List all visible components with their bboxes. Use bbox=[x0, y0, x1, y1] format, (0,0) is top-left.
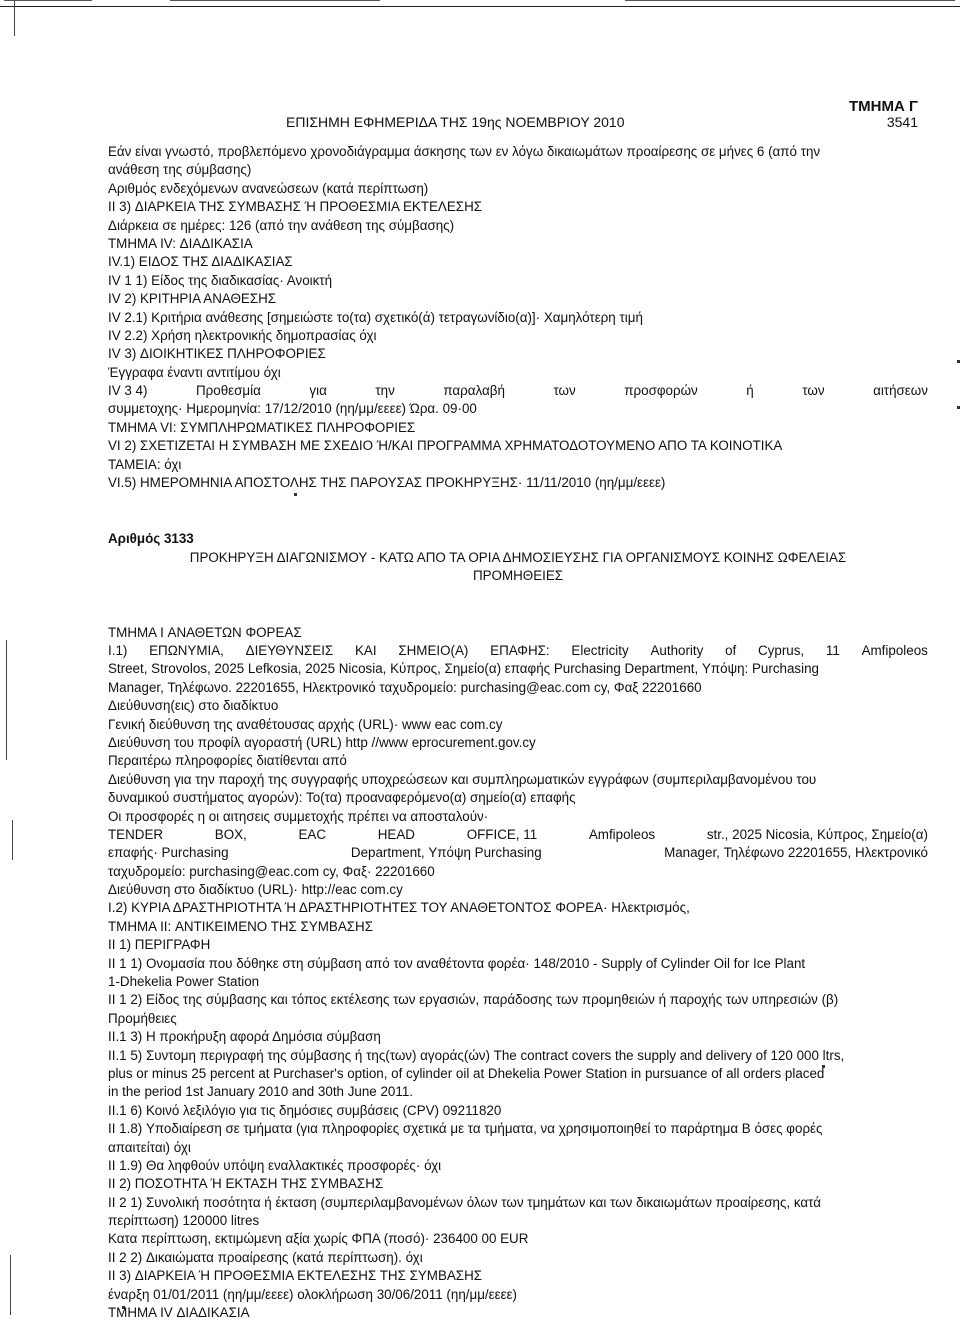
word: OFFICE, 11 bbox=[466, 826, 538, 842]
word: Amfipoleos bbox=[588, 826, 656, 842]
word: παραλαβή bbox=[443, 383, 505, 399]
word: I.1) bbox=[108, 642, 128, 658]
notice-title: ΠΡΟΚΗΡΥΞΗ ΔΙΑΓΩΝΙΣΜΟΥ - ΚΑΤΩ ΑΠΟ ΤΑ ΟΡΙΑ ΔΗΜΟΣΙΕΥΣΗΣ ΓΙΑ ΟΡΓΑΝΙΣΜΟΥΣ ΚΟΙΝΗΣ ΩΦΕΛΕΙΑΣ bbox=[189, 549, 847, 565]
top-rule bbox=[0, 6, 960, 7]
notice-number: Αριθμός 3133 bbox=[108, 531, 194, 547]
text-line: Διεύθυνση του προφίλ αγοραστή (URL) http //www eprocurement.gov.cy bbox=[108, 734, 536, 750]
text-block bbox=[108, 143, 928, 382]
scan-mark bbox=[14, 0, 15, 36]
word: επαφής· Purchasing bbox=[108, 845, 229, 861]
text-line: II.1 6) Κοινό λεξιλόγιο για τις δημόσιες συμβάσεις (CPV) 09211820 bbox=[108, 1102, 502, 1118]
word: ΕΠΩΝΥΜΙΑ, bbox=[149, 642, 224, 658]
text-line: VI.5) ΗΜΕΡΟΜΗΝΙΑ ΑΠΟΣΤΟΛΗΣ ΤΗΣ ΠΑΡΟΥΣΑΣ ΠΡΟΚΗΡΥΞΗΣ· 11/11/2010 (ηη/μμ/εεεε) bbox=[108, 475, 666, 491]
text-block bbox=[108, 863, 928, 1323]
text-line: Έγγραφα έναντι αντιτίμου όχι bbox=[108, 364, 281, 380]
text-line: Οι προσφορές η οι αιτησεις συμμετοχής πρέπει να αποσταλούν· bbox=[108, 808, 489, 824]
text-line: II 2 1) Συνολική ποσότητα ή έκταση (συμπεριλαμβανομένων όλων των τμημάτων και των δικαιωμάτων προαίρεσης, κατά bbox=[108, 1194, 821, 1210]
gazette-title: ΕΠΙΣΗΜΗ ΕΦΗΜΕΡΙΔΑ ΤΗΣ 19ης ΝΟΕΜΒΡΙΟΥ 2010 bbox=[286, 114, 625, 130]
page-header bbox=[0, 98, 960, 138]
spacer bbox=[108, 492, 928, 530]
text-line: II 3) ΔΙΑΡΚΕΙΑ Ή ΠΡΟΘΕΣΜΙΑ ΕΚΤΕΛΕΣΗΣ ΤΗΣ ΣΥΜΒΑΣΗΣ bbox=[108, 1268, 483, 1284]
text-line: IV 2) ΚΡΙΤΗΡΙΑ ΑΝΑΘΕΣΗΣ bbox=[108, 291, 277, 307]
word: Cyprus, bbox=[758, 642, 805, 658]
justified-line bbox=[108, 642, 928, 660]
word: αιτήσεων bbox=[873, 383, 928, 399]
text-line: ΤΜΗΜΑ IV ΔΙΑΔΙΚΑΣΙΑ bbox=[108, 1305, 250, 1321]
justified-line bbox=[108, 844, 928, 862]
text-line: II 1 2) Είδος της σύμβασης και τόπος εκτέλεσης των εργασιών, παράδοσης των προμηθειών ή παροχής των υπηρεσιών (β) bbox=[108, 992, 839, 1008]
text-line: έναρξη 01/01/2011 (ηη/μμ/εεεε) ολοκλήρωση 30/06/2011 (ηη/μμ/εεεε) bbox=[108, 1286, 517, 1302]
text-line: IV.1) ΕΙΔΟΣ ΤΗΣ ΔΙΑΔΙΚΑΣΙΑΣ bbox=[108, 254, 293, 270]
page-number: 3541 bbox=[886, 114, 918, 130]
text-line: II 3) ΔΙΑΡΚΕΙΑ ΤΗΣ ΣΥΜΒΑΣΗΣ Ή ΠΡΟΘΕΣΜΙΑ ΕΚΤΕΛΕΣΗΣ bbox=[108, 199, 483, 215]
word: ΣΗΜΕΙΟ(Α) bbox=[398, 642, 469, 658]
justified-line bbox=[108, 826, 928, 844]
scan-mark bbox=[4, 0, 92, 5]
text-line: Περαιτέρω πληροφορίες διατίθενται από bbox=[108, 753, 347, 769]
word: Amfipoleos bbox=[861, 642, 928, 658]
scan-mark bbox=[625, 0, 955, 5]
text-line: συμμετοχης· Ημερομηνία: 17/12/2010 (ηη/μμ/εεεε) Ώρα. 09·00 bbox=[108, 401, 477, 417]
word: ή bbox=[746, 383, 754, 399]
text-line: Γενική διεύθυνση της αναθέτουσας αρχής (URL)· www eac com.cy bbox=[108, 716, 503, 732]
section-label: ΤΜΗΜΑ Γ bbox=[848, 98, 918, 115]
text-line: VI 2) ΣΧΕΤΙΖΕΤΑΙ Η ΣΥΜΒΑΣΗ ΜΕ ΣΧΕΔΙΟ Ή/ΚΑΙ ΠΡΟΓΡΑΜΜΑ ΧΡΗΜΑΤΟΔΟΤΟΥΜΕΝΟ ΑΠΟ ΤΑ ΚΟΙΝΟΤΙΚΑ bbox=[108, 438, 783, 454]
text-line: Διεύθυνση(εις) στο διαδίκτυο bbox=[108, 698, 279, 714]
scan-mark bbox=[170, 0, 380, 5]
scan-mark bbox=[10, 1255, 11, 1315]
word: ΕΠΑΦΗΣ: bbox=[490, 642, 550, 658]
text-line: Manager, Τηλέφωνο. 22201655, Ηλεκτρονικό ταχυδρομείο: purchasing@eac.com cy, Φαξ 22201660 bbox=[108, 679, 702, 695]
text-line: ΤΜΗΜΑ VI: ΣΥΜΠΛΗΡΩΜΑΤΙΚΕΣ ΠΛΗΡΟΦΟΡΙΕΣ bbox=[108, 419, 416, 435]
word: Authority bbox=[650, 642, 704, 658]
scan-mark bbox=[6, 640, 7, 760]
spacer bbox=[108, 586, 928, 624]
text-line: Κατα περίπτωση, εκτιμώμενη αξία χωρίς ΦΠΑ (ποσό)· 236400 00 EUR bbox=[108, 1231, 529, 1247]
word: 11 bbox=[825, 642, 840, 658]
text-line: II 1.9) Θα ληφθούν υπόψη εναλλακτικές προσφορές· όχι bbox=[108, 1157, 442, 1173]
text-line: Εάν είναι γνωστό, προβλεπόμενο χρονοδιάγραμμα άσκησης των εν λόγω δικαιωμάτων προαίρεσης σε μήνες 6 (από την bbox=[108, 144, 821, 159]
text-line: II 1.8) Υποδιαίρεση σε τμήματα (για πληροφορίες σχετικά με τα τμήματα, να χρησιμοποιηθεί το παράρτημα Β όσες φορές bbox=[108, 1121, 823, 1137]
text-line: Διεύθυνση στο διαδίκτυο (URL)· http://eac com.cy bbox=[108, 882, 403, 898]
text-line: ΤΜΗΜΑ IV: ΔΙΑΔΙΚΑΣΙΑ bbox=[108, 235, 253, 251]
word: των bbox=[553, 383, 576, 399]
justified-line bbox=[108, 382, 928, 400]
text-line: in the period 1st January 2010 and 30th June 2011. bbox=[108, 1084, 413, 1100]
word: Manager, Τηλέφωνο 22201655, Ηλεκτρονικό bbox=[664, 845, 928, 861]
text-line: ταχυδρομείο: purchasing@eac.com cy, Φαξ· 22201660 bbox=[108, 863, 435, 879]
word: Department, Υπόψη Purchasing bbox=[350, 845, 542, 861]
text-line: ΤΑΜΕΙΑ: όχι bbox=[108, 456, 182, 472]
text-line: IV 2.2) Χρήση ηλεκτρονικής δημοπρασίας όχι bbox=[108, 327, 377, 343]
word: BOX, bbox=[214, 826, 247, 842]
word: προσφορών bbox=[624, 383, 698, 399]
text-line: 1-Dhekelia Power Station bbox=[108, 974, 260, 990]
word: των bbox=[802, 383, 825, 399]
word: IV 3 4) bbox=[108, 383, 148, 399]
document-body bbox=[108, 143, 928, 1322]
text-line: περίπτωση) 120000 litres bbox=[108, 1213, 260, 1229]
text-line: Street, Strovolos, 2025 Lefkosia, 2025 Nicosia, Κύπρος, Σημείο(α) επαφής Purchasing Department, Υπόψη: Purchasing bbox=[108, 661, 819, 677]
text-line: Προμήθειες bbox=[108, 1010, 177, 1026]
text-line: II 2 2) Δικαιώματα προαίρεσης (κατά περίπτωση). όχι bbox=[108, 1249, 423, 1265]
text-line: I.2) ΚΥΡΙΑ ΔΡΑΣΤΗΡΙΟΤΗΤΑ Ή ΔΡΑΣΤΗΡΙΟΤΗΤΕΣ ΤΟΥ ΑΝΑΘΕΤΟΝΤΟΣ ΦΟΡΕΑ· Ηλεκτρισμός, bbox=[108, 900, 690, 916]
text-line: IV 3) ΔΙΟΙΚΗΤΙΚΕΣ ΠΛΗΡΟΦΟΡΙΕΣ bbox=[108, 346, 326, 362]
word: EAC bbox=[298, 826, 327, 842]
text-line: II 1) ΠΕΡΙΓΡΑΦΗ bbox=[108, 937, 211, 953]
text-line: Αριθμός ενδεχόμενων ανανεώσεων (κατά περίπτωση) bbox=[108, 180, 429, 196]
word: Electricity bbox=[571, 642, 629, 658]
text-line: II.1 5) Συντομη περιγραφή της σύμβασης ή της(των) αγοράς(ών) The contract covers the supply and delivery of 120 000 ltrs, bbox=[108, 1047, 845, 1063]
text-block bbox=[108, 400, 928, 492]
text-block bbox=[108, 660, 928, 826]
section-heading: ΤΜΗΜΑ I ΑΝΑΘΕΤΩΝ ΦΟΡΕΑΣ bbox=[108, 624, 302, 640]
word: HEAD bbox=[377, 826, 415, 842]
text-line: ΤΜΗΜΑ II: ΑΝΤΙΚΕΙΜΕΝΟ ΤΗΣ ΣΥΜΒΑΣΗΣ bbox=[108, 918, 373, 934]
text-line: απαιτείται) όχι bbox=[108, 1139, 191, 1155]
word: TENDER bbox=[108, 826, 164, 842]
text-line: IV 1 1) Είδος της διαδικασίας· Ανοικτή bbox=[108, 272, 333, 288]
text-line: IV 2.1) Κριτήρια ανάθεσης [σημειώστε το(τα) σχετικό(ά) τετραγωνίδιο(α)]· Χαμηλότερη τιμή bbox=[108, 309, 643, 325]
word: Προθεσμία bbox=[196, 383, 261, 399]
word: ΔΙΕΥΘΥΝΣΕΙΣ bbox=[245, 642, 334, 658]
word: str., 2025 Nicosia, Κύπρος, Σημείο(α) bbox=[706, 826, 928, 842]
text-line: Διάρκεια σε ημέρες: 126 (από την ανάθεση της σύμβασης) bbox=[108, 217, 455, 233]
text-line: II 1 1) Ονομασία που δόθηκε στη σύμβαση από τον αναθέτοντα φορέα· 148/2010 - Supply of Cylinder Oil for Ice Plant bbox=[108, 955, 806, 971]
word: of bbox=[725, 642, 737, 658]
notice-title: ΠΡΟΜΗΘΕΙΕΣ bbox=[472, 568, 564, 584]
text-line: Διεύθυνση για την παροχή της συγγραφής υποχρεώσεων και συμπληρωματικών εγγράφων (συμπεριλαμβανομένου του bbox=[108, 771, 817, 787]
text-line: δυναμικού συστήματος αγορών): Το(τα) προαναφερόμενο(α) σημείο(α) επαφής bbox=[108, 790, 576, 806]
text-line: ανάθεση της σύμβασης) bbox=[108, 162, 252, 178]
word: για bbox=[309, 383, 327, 399]
text-line: plus or minus 25 percent at Purchaser's option, of cylinder oil at Dhekelia Power Station in pursuance of all orders placed bbox=[108, 1065, 825, 1081]
word: ΚΑΙ bbox=[354, 642, 377, 658]
word: την bbox=[375, 383, 395, 399]
text-line: II.1 3) Η προκήρυξη αφορά Δημόσια σύμβαση bbox=[108, 1029, 381, 1045]
text-line: II 2) ΠΟΣΟΤΗΤΑ Ή ΕΚΤΑΣΗ ΤΗΣ ΣΥΜΒΑΣΗΣ bbox=[108, 1176, 384, 1192]
scan-mark bbox=[12, 820, 13, 860]
